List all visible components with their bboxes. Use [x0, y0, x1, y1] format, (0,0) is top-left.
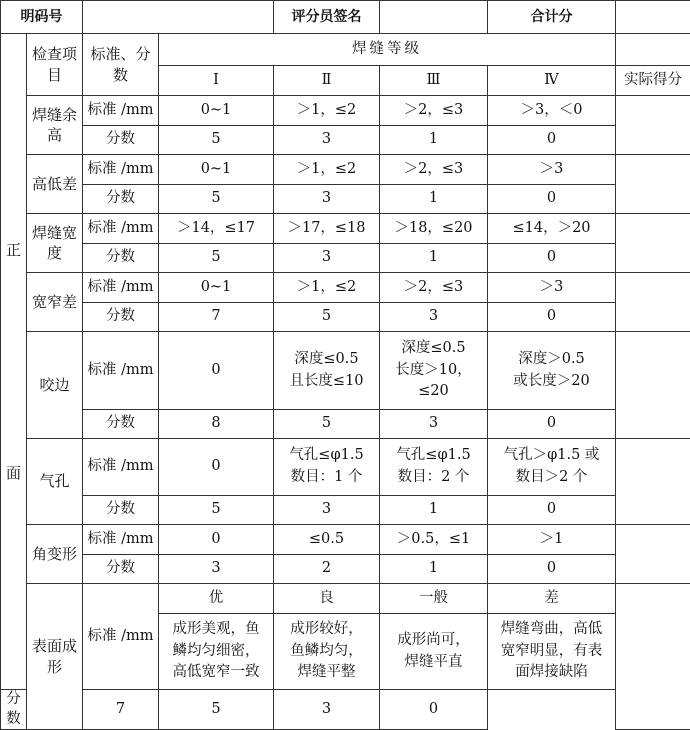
- std-grade-4: ＞3: [488, 155, 616, 185]
- std-grade-3: 气孔≤φ1.5 数目：2 个: [380, 439, 488, 496]
- std-grade-1: 0: [159, 525, 274, 555]
- table-row: [1, 185, 690, 214]
- std-grade-3: ＞2，≤3: [380, 273, 488, 303]
- std-grade-1: 0: [159, 332, 274, 410]
- table-row: [1, 439, 690, 496]
- grade-2-header: Ⅱ: [274, 66, 380, 96]
- total-score-label: 合计分: [488, 1, 616, 34]
- score-grade-3: 3: [380, 303, 488, 332]
- item-reinforcement: 焊缝余高: [27, 96, 83, 155]
- std-grade-2: 成形较好， 鱼鳞均匀， 焊缝平整: [274, 614, 380, 690]
- score-grade-1: 5: [159, 126, 274, 155]
- serial-number-value: [83, 1, 274, 34]
- score-grade-1: 3: [159, 555, 274, 584]
- score-grade-1: 5: [159, 244, 274, 273]
- table-row: [1, 244, 690, 273]
- score-grade-4: 0: [488, 244, 616, 273]
- std-grade-3: ＞2，≤3: [380, 155, 488, 185]
- std-grade-4: ≤14，＞20: [488, 214, 616, 244]
- std-grade-4: ＞1: [488, 525, 616, 555]
- std-grade-2: ＞17，≤18: [274, 214, 380, 244]
- grade-3-header: Ⅲ: [380, 66, 488, 96]
- column-header-row: [1, 34, 690, 66]
- header-row: [1, 1, 690, 34]
- std-label: 标准 /mm: [83, 332, 159, 410]
- table-row: [1, 410, 690, 439]
- std-grade-1: 0~1: [159, 96, 274, 126]
- std-grade-2: 深度≤0.5 且长度≤10: [274, 332, 380, 410]
- serial-number-label: 明码号: [1, 1, 83, 34]
- score-grade-1: 7: [83, 690, 159, 730]
- score-grade-3: 1: [380, 126, 488, 155]
- item-height-diff: 高低差: [27, 155, 83, 214]
- check-item-header: 检查项目: [27, 34, 83, 96]
- score-label: 分数: [1, 690, 27, 730]
- item-porosity: 气孔: [27, 439, 83, 525]
- std-grade-2: ＞1，≤2: [274, 273, 380, 303]
- score-grade-4: 0: [488, 555, 616, 584]
- score-label: 分数: [83, 496, 159, 525]
- std-grade-3: ＞0.5，≤1: [380, 525, 488, 555]
- std-grade-1: 0~1: [159, 273, 274, 303]
- actual-score-cell: [616, 155, 690, 214]
- std-grade-3: ＞2，≤3: [380, 96, 488, 126]
- std-grade-1: 成形美观，鱼 鳞均匀细密， 高低宽窄一致: [159, 614, 274, 690]
- score-grade-2: 3: [274, 185, 380, 214]
- std-grade-4: 焊缝弯曲，高低 宽窄明显，有表 面焊接缺陷: [488, 614, 616, 690]
- std-grade-2: ＞1，≤2: [274, 96, 380, 126]
- score-grade-2: 3: [274, 244, 380, 273]
- level-grade-4: 差: [488, 584, 616, 614]
- actual-score-cell: [616, 214, 690, 273]
- table-row: [1, 525, 690, 555]
- score-grade-4: 0: [380, 690, 488, 730]
- std-grade-2: ≤0.5: [274, 525, 380, 555]
- score-grade-3: 3: [274, 690, 380, 730]
- std-label: 标准 /mm: [83, 584, 159, 690]
- std-grade-1: 0: [159, 439, 274, 496]
- scorer-signature-label: 评分员签名: [274, 1, 380, 34]
- std-label: 标准 /mm: [83, 214, 159, 244]
- std-label: 标准 /mm: [83, 439, 159, 496]
- score-label: 分数: [83, 244, 159, 273]
- score-grade-2: 2: [274, 555, 380, 584]
- item-distortion: 角变形: [27, 525, 83, 584]
- table-row: [1, 303, 690, 332]
- std-grade-3: 深度≤0.5 长度＞10， ≤20: [380, 332, 488, 410]
- standard-score-header: 标准、分数: [83, 34, 159, 96]
- std-grade-4: 气孔＞φ1.5 或 数目＞2 个: [488, 439, 616, 496]
- score-grade-4: 0: [488, 185, 616, 214]
- grade-1-header: Ⅰ: [159, 66, 274, 96]
- std-label: 标准 /mm: [83, 155, 159, 185]
- face-char-bottom: 面: [6, 464, 21, 482]
- std-grade-4: 深度＞0.5 或长度＞20: [488, 332, 616, 410]
- score-grade-1: 8: [159, 410, 274, 439]
- score-label: 分数: [83, 555, 159, 584]
- actual-score-header: 实际得分: [616, 66, 690, 96]
- score-grade-2: 5: [274, 303, 380, 332]
- actual-score-header-blank: [616, 34, 690, 66]
- score-grade-1: 5: [159, 496, 274, 525]
- std-grade-1: 0~1: [159, 155, 274, 185]
- score-grade-3: 1: [380, 555, 488, 584]
- score-grade-3: 1: [380, 244, 488, 273]
- score-label: 分数: [83, 126, 159, 155]
- table-row: [1, 155, 690, 185]
- score-label: 分数: [83, 410, 159, 439]
- score-grade-3: 3: [380, 410, 488, 439]
- score-grade-2: 5: [159, 690, 274, 730]
- std-grade-3: ＞18，≤20: [380, 214, 488, 244]
- actual-score-cell: [616, 96, 690, 155]
- table-row: [1, 332, 690, 410]
- score-grade-2: 3: [274, 496, 380, 525]
- item-width: 焊缝宽度: [27, 214, 83, 273]
- score-grade-4: 0: [488, 126, 616, 155]
- score-grade-2: 5: [274, 410, 380, 439]
- total-score-value: [616, 1, 690, 34]
- actual-score-cell: [616, 332, 690, 439]
- table-row: [1, 690, 690, 730]
- score-grade-2: 3: [274, 126, 380, 155]
- std-grade-2: 气孔≤φ1.5 数目：1 个: [274, 439, 380, 496]
- table-row: [1, 273, 690, 303]
- table-row: [1, 496, 690, 525]
- face-char-top: 正: [6, 241, 21, 259]
- std-grade-2: ＞1，≤2: [274, 155, 380, 185]
- item-surface: 表面成形: [27, 584, 83, 730]
- std-label: 标准 /mm: [83, 273, 159, 303]
- table-row: [1, 555, 690, 584]
- level-grade-3: 一般: [380, 584, 488, 614]
- actual-score-cell: [616, 525, 690, 584]
- score-label: 分数: [83, 303, 159, 332]
- std-grade-3: 成形尚可， 焊缝平直: [380, 614, 488, 690]
- grade-4-header: Ⅳ: [488, 66, 616, 96]
- actual-score-cell: [616, 273, 690, 332]
- std-grade-4: ＞3: [488, 273, 616, 303]
- actual-score-cell: [616, 584, 690, 730]
- item-width-diff: 宽窄差: [27, 273, 83, 332]
- table-row: [1, 584, 690, 614]
- front-face-label: [1, 34, 27, 690]
- score-grade-1: 7: [159, 303, 274, 332]
- std-grade-4: ＞3，＜0: [488, 96, 616, 126]
- std-label: 标准 /mm: [83, 525, 159, 555]
- score-grade-1: 5: [159, 185, 274, 214]
- std-grade-1: ＞14，≤17: [159, 214, 274, 244]
- weld-grade-header: 焊缝等级: [159, 34, 616, 66]
- item-undercut: 咬边: [27, 332, 83, 439]
- level-grade-2: 良: [274, 584, 380, 614]
- level-grade-1: 优: [159, 584, 274, 614]
- score-label: 分数: [83, 185, 159, 214]
- table-row: [1, 96, 690, 126]
- score-grade-4: 0: [488, 303, 616, 332]
- score-grade-3: 1: [380, 185, 488, 214]
- score-grade-4: 0: [488, 410, 616, 439]
- scorer-signature-value: [380, 1, 488, 34]
- std-label: 标准 /mm: [83, 96, 159, 126]
- table-row: [1, 126, 690, 155]
- table-row: [1, 214, 690, 244]
- actual-score-cell: [616, 439, 690, 525]
- score-grade-3: 1: [380, 496, 488, 525]
- score-grade-4: 0: [488, 496, 616, 525]
